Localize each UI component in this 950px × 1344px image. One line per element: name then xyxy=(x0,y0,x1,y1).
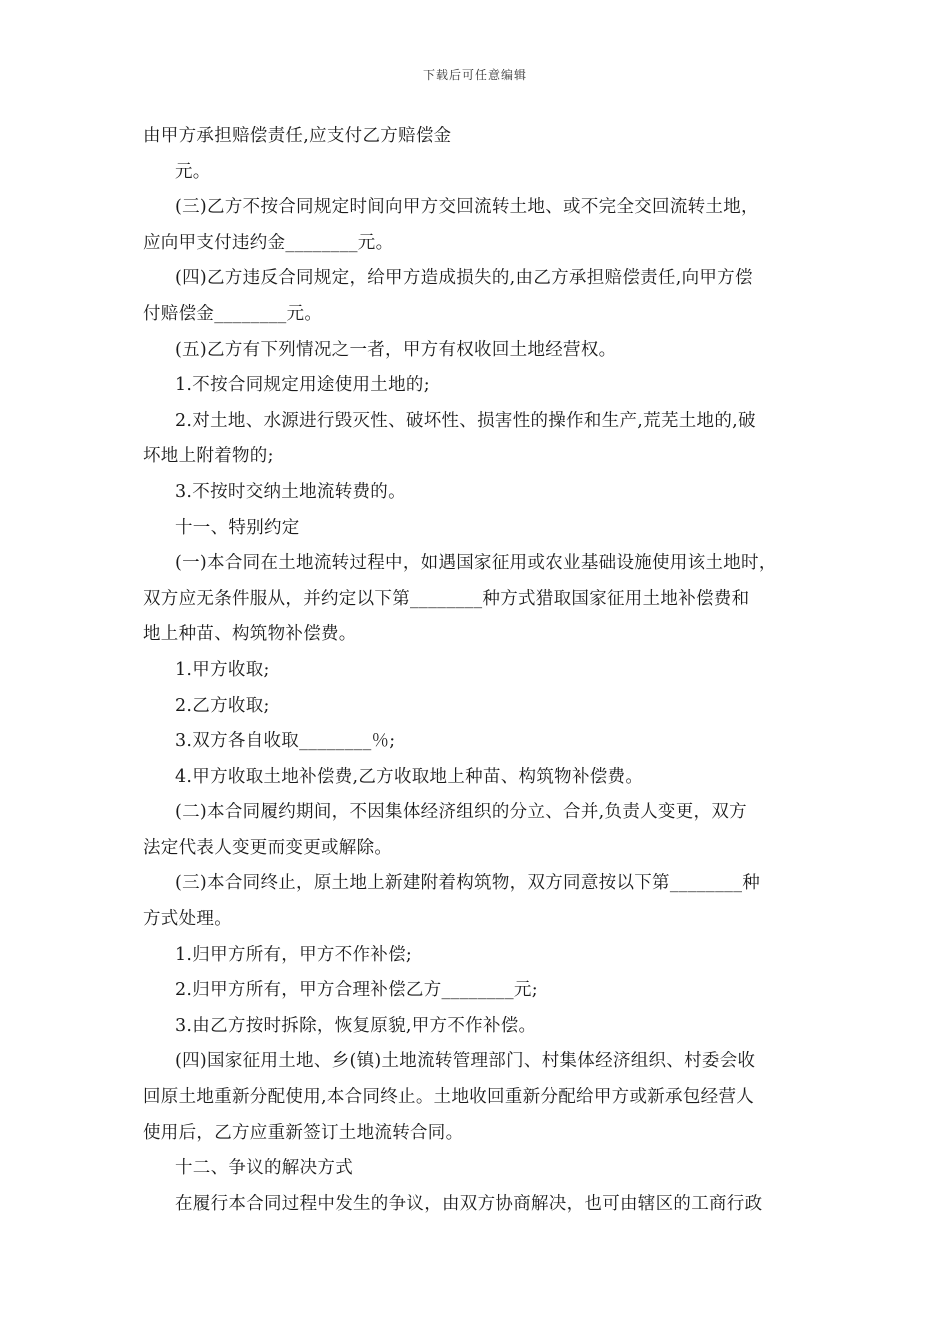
text-line: 坏地上附着物的; xyxy=(143,446,274,467)
text-line: 付赔偿金________元。 xyxy=(143,303,323,324)
text-line: (二)本合同履约期间，不因集体经济组织的分立、合并,负责人变更，双方 xyxy=(175,802,747,823)
text-line: 方式处理。 xyxy=(143,909,232,930)
page-header: 下载后可任意编辑 xyxy=(422,68,527,82)
text-line: 双方应无条件服从，并约定以下第________种方式猎取国家征用土地补偿费和 xyxy=(143,588,750,609)
text-line: 3.由乙方按时拆除，恢复原貌,甲方不作补偿。 xyxy=(175,1015,537,1036)
text-line: 1.归甲方所有，甲方不作补偿; xyxy=(175,944,413,965)
text-line: 应向甲支付违约金________元。 xyxy=(143,232,394,253)
text-line: 4.甲方收取土地补偿费,乙方收取地上种苗、构筑物补偿费。 xyxy=(175,766,644,787)
text-line: 由甲方承担赔偿责任,应支付乙方赔偿金 xyxy=(143,126,452,146)
text-line: 1.甲方收取; xyxy=(175,659,270,680)
text-line: 法定代表人变更而变更或解除。 xyxy=(143,837,393,858)
text-line: (四)国家征用土地、乡(镇)土地流转管理部门、村集体经济组织、村委会收 xyxy=(175,1051,756,1072)
text-line: 3.不按时交纳土地流转费的。 xyxy=(175,481,406,502)
text-line: 1.不按合同规定用途使用土地的; xyxy=(175,375,430,396)
text-line: 元。 xyxy=(175,161,211,182)
text-line: 2.对土地、水源进行毁灭性、破坏性、损害性的操作和生产,荒芜土地的,破 xyxy=(175,410,756,431)
section-heading: 十一、特别约定 xyxy=(175,517,300,538)
text-line: 使用后，乙方应重新签订土地流转合同。 xyxy=(143,1122,464,1143)
text-line: (五)乙方有下列情况之一者，甲方有权收回土地经营权。 xyxy=(175,339,617,360)
text-line: 在履行本合同过程中发生的争议，由双方协商解决，也可由辖区的工商行政 xyxy=(175,1193,763,1214)
text-line: 2.归甲方所有，甲方合理补偿乙方________元; xyxy=(175,980,538,1001)
text-line: 回原土地重新分配使用,本合同终止。土地收回重新分配给甲方或新承包经营人 xyxy=(143,1087,755,1108)
text-line: 地上种苗、构筑物补偿费。 xyxy=(143,624,357,645)
text-line: 2.乙方收取; xyxy=(175,695,270,716)
text-line: 3.双方各自收取________％; xyxy=(175,731,396,752)
text-line: (四)乙方违反合同规定，给甲方造成损失的,由乙方承担赔偿责任,向甲方偿 xyxy=(175,268,753,289)
text-line: (三)乙方不按合同规定时间向甲方交回流转土地、或不完全交回流转土地， xyxy=(175,197,759,218)
text-line: (一)本合同在土地流转过程中，如遇国家征用或农业基础设施使用该土地时， xyxy=(175,553,777,574)
section-heading: 十二、争议的解决方式 xyxy=(175,1158,353,1179)
document-body xyxy=(143,119,811,1222)
text-line: (三)本合同终止，原土地上新建附着构筑物，双方同意按以下第________种 xyxy=(175,873,761,894)
